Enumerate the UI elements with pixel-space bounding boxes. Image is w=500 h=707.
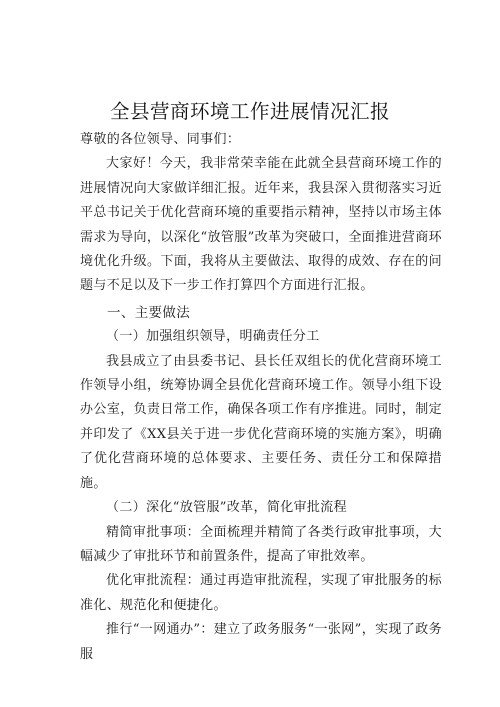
reform-paragraph-online: 推行“一网通办”：建立了政务服务“一张网”，实现了政务服 — [80, 622, 442, 662]
document-title: 全县营商环境工作进展情况汇报 — [109, 100, 390, 123]
reform-paragraph-optimize: 优化审批流程：通过再造审批流程，实现了审批服务的标准化、规范化和便捷化。 — [80, 573, 442, 613]
document-body — [80, 128, 442, 667]
organization-paragraph: 我县成立了由县委书记、县长任双组长的优化营商环境工作领导小组，统筹协调全县优化营商环境工作。领导小组下设办公室，负责日常工作，确保各项工作有序推进。同时，制定并印发了《XX县关于进一步优化营商环境的实施方案》，明确了优化营商环境的总体要求、主要任务、责任分工和保障措施。 — [80, 353, 442, 491]
reform-paragraph-streamline: 精简审批事项：全面梳理并精简了各类行政审批事项，大幅减少了审批环节和前置条件，提高了审批效率。 — [80, 524, 442, 564]
subsection-heading-organization: （一）加强组织领导，明确责任分工 — [106, 329, 320, 345]
subsection-heading-reform: （二）深化“放管服”改革，简化审批流程 — [106, 500, 347, 516]
intro-paragraph: 大家好！今天，我非常荣幸能在此就全县营商环境工作的进展情况向大家做详细汇报。近年来，我县深入贯彻落实习近平总书记关于优化营商环境的重要指示精神，坚持以市场主体需求为导向，以深化“放管服”改革为突破口，全面推进营商环境优化升级。下面，我将从主要做法、取得的成效、存在的问题与不足以及下一步工作打算四个方面进行汇报。 — [80, 156, 442, 294]
salutation: 尊敬的各位领导、同事们： — [80, 132, 241, 147]
section-heading-main-practices: 一、主要做法 — [107, 304, 191, 321]
